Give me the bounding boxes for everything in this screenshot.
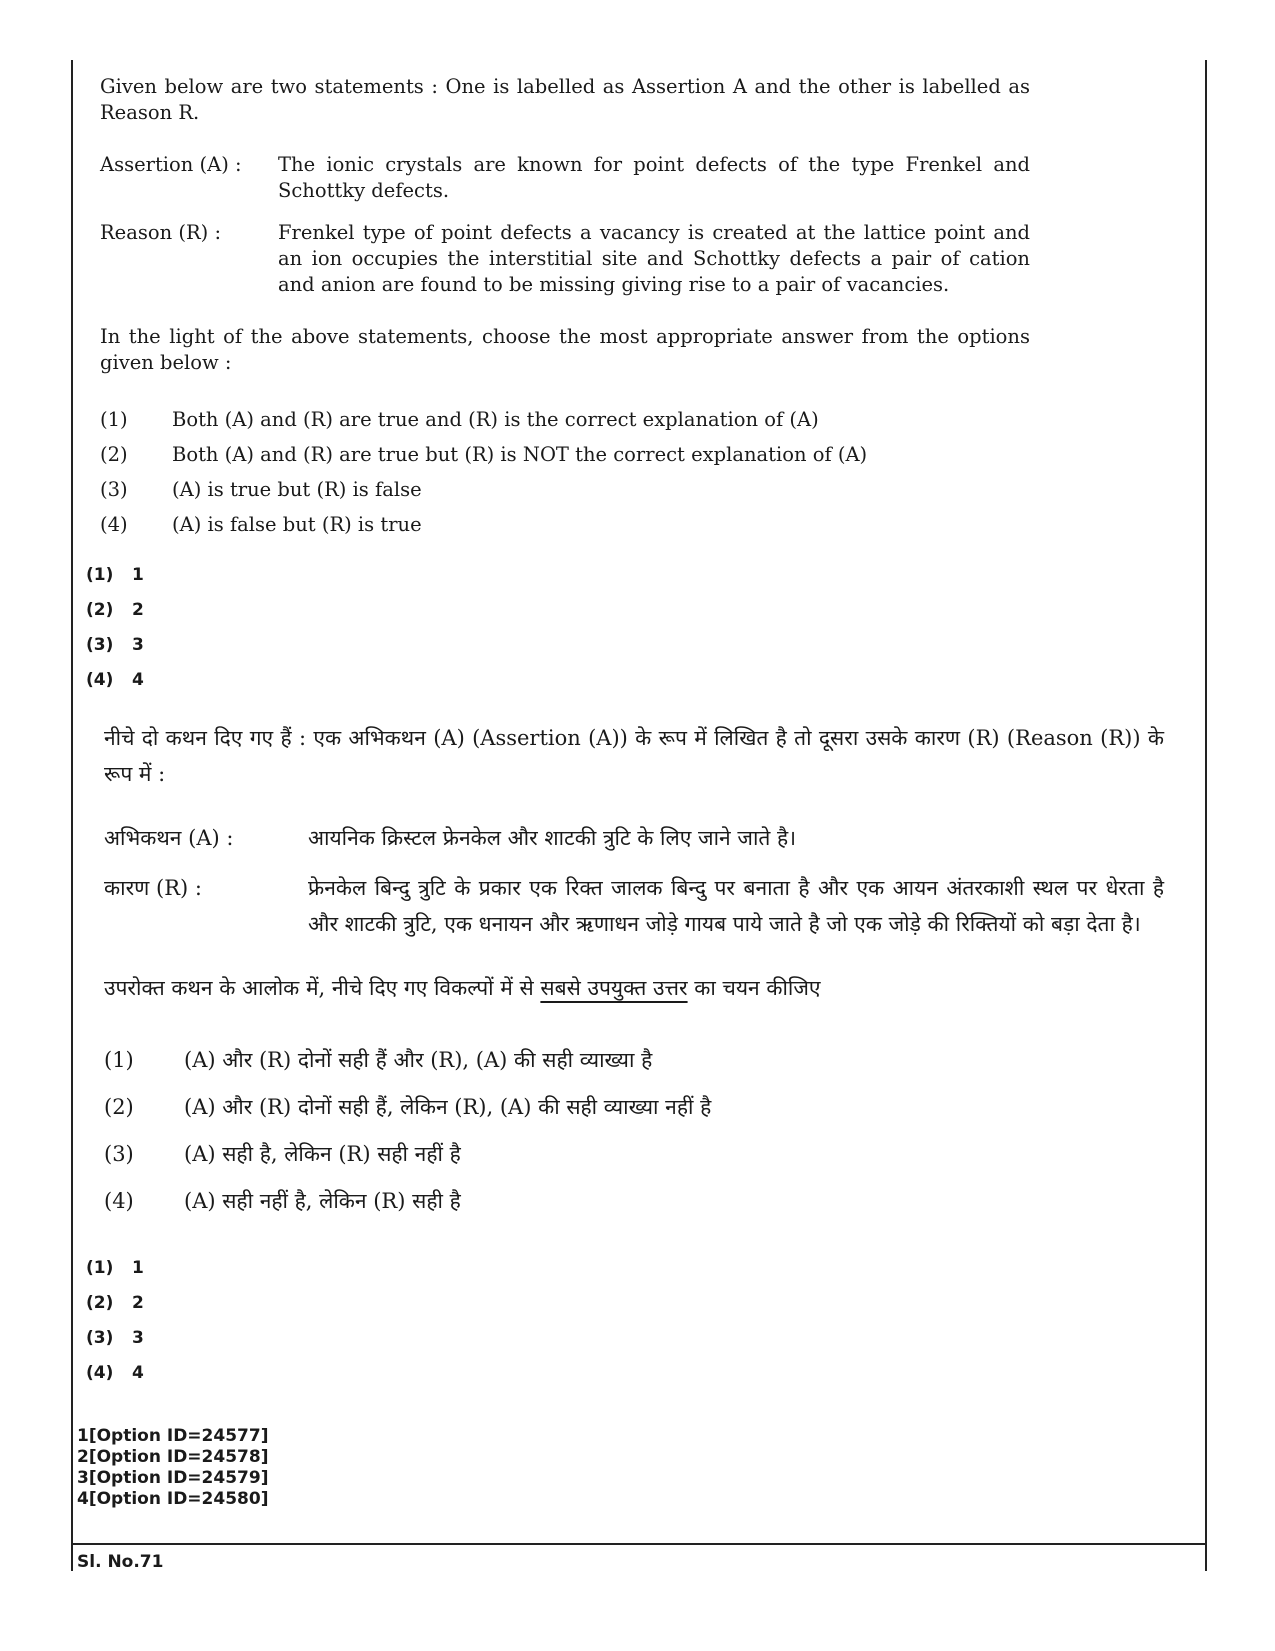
question-ask: In the light of the above statements, choose the most appropriate answer from the options given below : [100,325,1030,374]
option-number: (3) [104,1141,134,1166]
option-id: 1[Option ID=24577] [77,1426,269,1446]
option-text: (A) is false but (R) is true [172,512,422,536]
option-number: (4) [100,512,128,536]
left-border-line [71,60,73,1571]
option-number: (1) [100,407,128,431]
answer-choice[interactable] [86,1250,144,1285]
answer-choice[interactable] [86,662,144,697]
assertion-statement-hindi [104,820,1164,856]
answer-choice-value: 3 [132,1327,144,1348]
assertion-text-hindi: आयनिक क्रिस्टल फ्रेनकेल और शाटकी त्रुटि के लिए जाने जाते है। [308,826,797,850]
option-id: 4[Option ID=24580] [77,1489,269,1509]
answer-choice-number: (4) [86,1362,114,1383]
option-id: 3[Option ID=24579] [77,1468,269,1488]
reason-label-hindi: कारण (R) : [104,876,202,900]
answer-choice-value: 4 [132,669,144,690]
option-text: (A) और (R) दोनों सही हैं, लेकिन (R), (A) की सही व्याख्या नहीं है [184,1094,712,1119]
footer-divider [71,1543,1207,1545]
answer-choice-value: 1 [132,1257,144,1278]
question-intro: Given below are two statements : One is labelled as Assertion A and the other is labelled as Reason R. [100,75,1030,124]
ask-text-part2: का चयन कीजिए [687,976,821,1000]
option-item [100,402,1030,437]
answer-choice-value: 3 [132,634,144,655]
english-options [100,402,1030,542]
answer-choice[interactable] [86,1320,144,1355]
option-text: (A) और (R) दोनों सही हैं और (R), (A) की सही व्याख्या है [184,1047,653,1072]
answer-choice-value: 2 [132,599,144,620]
answer-choice-value: 2 [132,1292,144,1313]
option-id: 2[Option ID=24578] [77,1447,269,1467]
option-item [100,472,1030,507]
answer-choice-number: (2) [86,1292,114,1313]
option-text: (A) सही नहीं है, लेकिन (R) सही है [184,1188,461,1213]
option-number: (3) [100,477,128,501]
question-intro-hindi: नीचे दो कथन दिए गए हैं : एक अभिकथन (A) (Assertion (A)) के रूप में लिखित है तो दूसरा उसके कारण (R) (Reason (R)) के रूप में : [104,726,1164,786]
option-item-hindi [104,1036,1164,1083]
answer-choice[interactable] [86,627,144,662]
answer-choice[interactable] [86,1355,144,1390]
option-text: (A) सही है, लेकिन (R) सही नहीं है [184,1141,461,1166]
option-number: (2) [104,1094,134,1119]
option-number: (4) [104,1188,134,1213]
hindi-question [104,720,1164,1224]
option-item-hindi [104,1130,1164,1177]
answer-choice-value: 1 [132,564,144,585]
answer-choices-hindi [86,1250,144,1390]
assertion-label-hindi: अभिकथन (A) : [104,826,234,850]
option-item-hindi [104,1177,1164,1224]
answer-choice[interactable] [86,592,144,627]
reason-text: Frenkel type of point defects a vacancy is created at the lattice point and an ion occupies the interstitial site and Schottky defects a pair of cation and anion are found to be missing giving rise to a pair of vacancies. [278,221,1030,296]
serial-number: Sl. No.71 [77,1552,164,1572]
english-question [100,74,1030,542]
option-number: (2) [100,442,128,466]
ask-text-underlined: सबसे उपयुक्त उत्तर [540,976,688,1000]
answer-choice-number: (3) [86,1327,114,1348]
ask-text-part1: उपरोक्त कथन के आलोक में, नीचे दिए गए विकल्पों में से [104,976,541,1000]
option-item [100,507,1030,542]
assertion-label: Assertion (A) : [100,153,242,176]
option-number: (1) [104,1047,134,1072]
answer-choices-english [86,557,144,697]
option-text: (A) is true but (R) is false [172,477,422,501]
answer-choice-number: (4) [86,669,114,690]
reason-statement-hindi [104,870,1164,942]
answer-choice-number: (1) [86,1257,114,1278]
reason-text-hindi: फ्रेनकेल बिन्दु त्रुटि के प्रकार एक रिक्त जालक बिन्दु पर बनाता है और एक आयन अंतरकाशी स्थल पर धेरता है और शाटकी त्रुटि, एक धनायन और ऋणाधन जोड़े गायब पाये जाते है जो एक जोड़े की रिक्तियों को बड़ा देता है। [308,876,1164,936]
hindi-options [104,1036,1164,1224]
answer-choice-number: (1) [86,564,114,585]
option-item [100,437,1030,472]
reason-statement [100,220,1030,298]
answer-choice-value: 4 [132,1362,144,1383]
option-item-hindi [104,1083,1164,1130]
answer-choice-number: (3) [86,634,114,655]
assertion-text: The ionic crystals are known for point defects of the type Frenkel and Schottky defects. [278,153,1030,202]
option-text: Both (A) and (R) are true but (R) is NOT the correct explanation of (A) [172,442,868,466]
answer-choice[interactable] [86,1285,144,1320]
right-border-line [1205,60,1207,1571]
answer-choice[interactable] [86,557,144,592]
reason-label: Reason (R) : [100,221,222,244]
option-text: Both (A) and (R) are true and (R) is the correct explanation of (A) [172,407,819,431]
question-ask-hindi [104,970,1164,1006]
assertion-statement [100,152,1030,204]
answer-choice-number: (2) [86,599,114,620]
option-id-list [77,1426,268,1510]
